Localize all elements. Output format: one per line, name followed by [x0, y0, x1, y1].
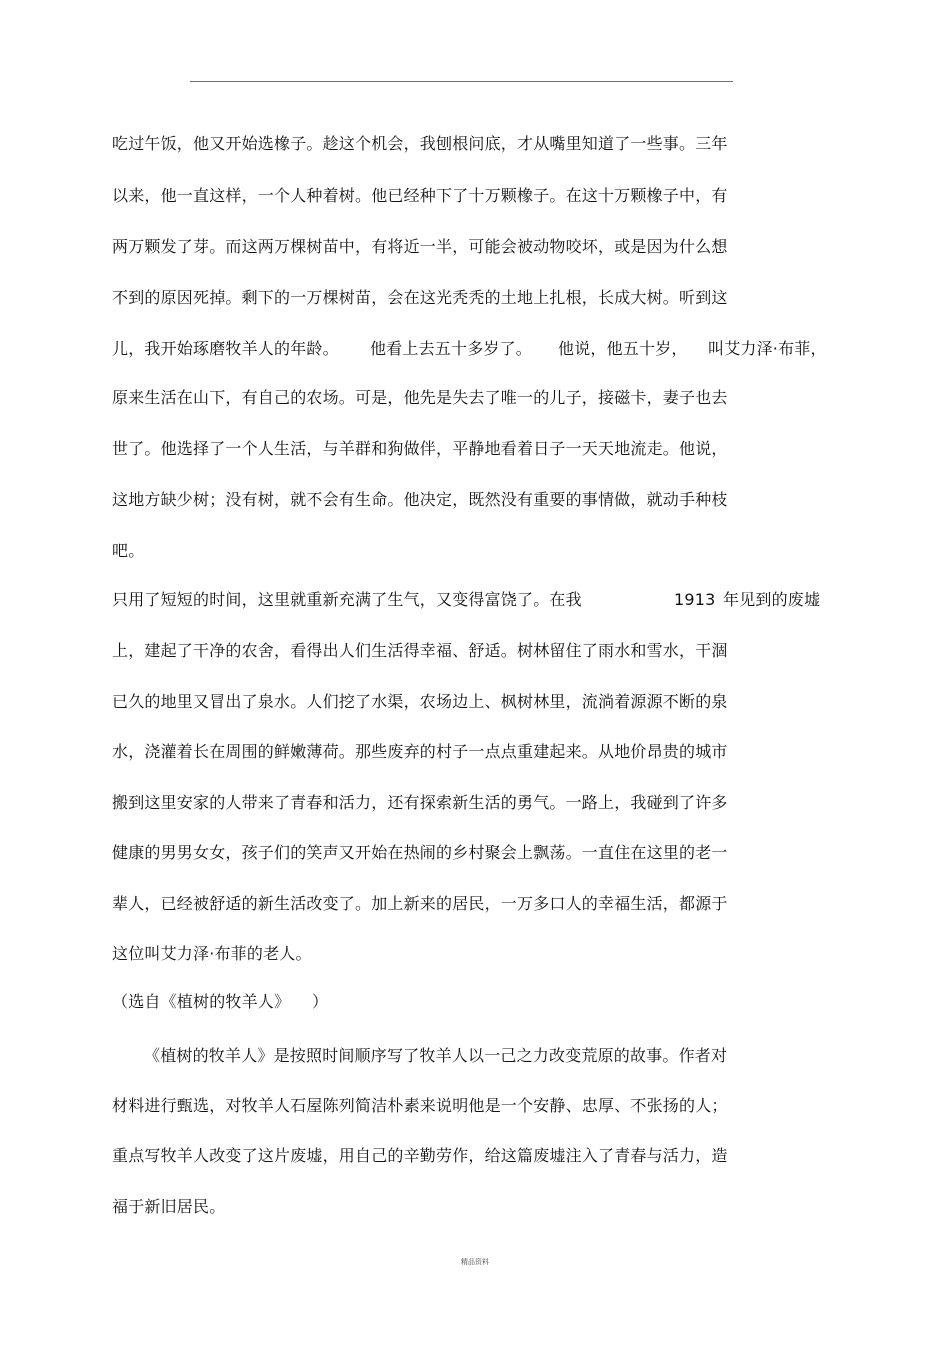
text-segment: 他说，他五十岁，: [558, 339, 688, 358]
text-line: 以来，他一直这样，一个人种着树。他已经种下了十万颗橡子。在这十万颗橡子中，有: [112, 186, 728, 205]
text-segment: 叫艾力泽·布菲，: [708, 339, 827, 358]
text-segment: （选自《植树的牧羊人》: [112, 992, 291, 1011]
text-segment: 年见到的废墟: [723, 590, 821, 609]
text-line: 原来生活在山下，有自己的农场。可是，他先是失去了唯一的儿子，接磁卡，妻子也去: [112, 388, 728, 407]
year-number: 1913: [674, 590, 716, 609]
text-line: 搬到这里安家的人带来了青春和活力，还有探索新生活的勇气。一路上，我碰到了许多: [112, 793, 728, 812]
text-line: 水，浇灌着长在周围的鲜嫩薄荷。那些废弃的村子一点点重建起来。从地价昂贵的城市: [112, 742, 728, 761]
text-line: 两万颗发了芽。而这两万棵树苗中，有将近一半，可能会被动物咬坏，或是因为什么想: [112, 237, 728, 256]
text-line: 吧。: [112, 541, 145, 560]
header-rule: [190, 81, 733, 82]
text-line: 重点写牧羊人改变了这片废墟，用自己的辛勤劳作，给这篇废墟注入了青春与活力，造: [112, 1146, 728, 1165]
text-segment: 他看上去五十多岁了。: [370, 339, 533, 358]
text-line: 不到的原因死掉。剩下的一万棵树苗，会在这光秃秃的土地上扎根，长成大树。听到这: [112, 288, 728, 307]
text-segment: 儿，我开始琢磨牧羊人的年龄。: [112, 339, 339, 358]
text-segment: 只用了短短的时间，这里就重新充满了生气，又变得富饶了。在我: [112, 590, 582, 609]
text-line: 吃过午饭，他又开始选橡子。趁这个机会，我刨根问底，才从嘴里知道了一些事。三年: [112, 134, 728, 153]
text-line: 健康的男男女女，孩子们的笑声又开始在热闹的乡村聚会上飘荡。一直住在这里的老一: [112, 843, 728, 862]
text-line: 已久的地里又冒出了泉水。人们挖了水渠，农场边上、枫树林里，流淌着源源不断的泉: [112, 692, 728, 711]
text-line: 辈人，已经被舒适的新生活改变了。加上新来的居民，一万多口人的幸福生活，都源于: [112, 894, 728, 913]
text-line: 福于新旧居民。: [112, 1197, 226, 1216]
text-line: 《植树的牧羊人》是按照时间顺序写了牧羊人以一己之力改变荒原的故事。作者对: [144, 1046, 728, 1065]
text-line: 世了。他选择了一个人生活，与羊群和狗做伴，平静地看着日子一天天地流走。他说，: [112, 439, 728, 458]
page-footer: 精品资料: [461, 1258, 489, 1266]
text-line: 这位叫艾力泽·布菲的老人。: [112, 944, 312, 963]
text-line: 上，建起了干净的农舍，看得出人们生活得幸福、舒适。树林留住了雨水和雪水，干涸: [112, 641, 728, 660]
text-line: 材料进行甄选，对牧羊人石屋陈列简洁朴素来说明他是一个安静、忠厚、不张扬的人；: [112, 1096, 728, 1115]
text-line: 这地方缺少树；没有树，就不会有生命。他决定，既然没有重要的事情做，就动手种枝: [112, 490, 728, 509]
text-segment: ）: [312, 992, 329, 1011]
